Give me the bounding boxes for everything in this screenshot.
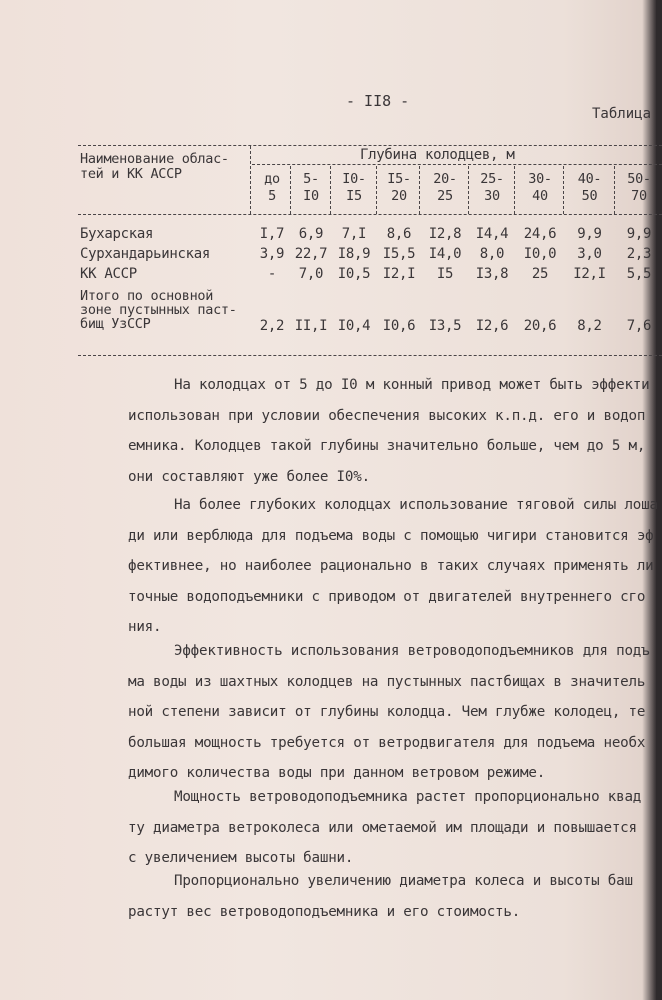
text-line: Пропорционально увеличению диаметра колеса и высоты баш xyxy=(174,873,633,889)
table-cell: 8,6 xyxy=(386,226,412,242)
table-cell: I4,0 xyxy=(428,246,462,262)
table-cell: I3,5 xyxy=(428,318,462,334)
table-cell: 9,9 xyxy=(577,226,602,242)
table-cell: I4,4 xyxy=(475,226,509,242)
depth-column-header: 70 xyxy=(631,188,647,204)
row-name: Итого по основной xyxy=(80,288,214,304)
table-top-rule xyxy=(78,145,662,146)
depth-column-header: 50- xyxy=(627,171,651,187)
table-label: Таблица xyxy=(592,106,652,122)
table-cell: 8,2 xyxy=(577,318,602,334)
text-line: димого количества воды при данном ветровом режиме. xyxy=(128,765,546,781)
name-header-line-2: тей и КК АССР xyxy=(80,166,182,182)
table-cell: I5 xyxy=(436,266,454,282)
depth-column-header: 25- xyxy=(480,171,504,187)
text-line: емника. Колодцев такой глубины значительно больше, чем до 5 м, xyxy=(128,438,646,454)
row-name: зоне пустынных паст- xyxy=(80,302,237,318)
table-cell: - xyxy=(267,266,277,282)
row-name: Бухарская xyxy=(80,226,154,242)
text-line: с увеличением высоты башни. xyxy=(128,850,354,866)
table-cell: 2,3 xyxy=(626,246,652,262)
table-cell: 25 xyxy=(531,266,549,282)
text-line: ди или верблюда для подъема воды с помощью чигири становится эф xyxy=(128,527,654,544)
depth-column-separator xyxy=(290,166,291,214)
depth-column-header: 40 xyxy=(532,188,548,204)
table-cell: I,7 xyxy=(259,226,285,242)
depth-column-header: 50 xyxy=(581,188,598,204)
table-bottom-rule xyxy=(78,355,662,356)
text-line: использован при условии обеспечения высоких к.п.д. его и водоп xyxy=(128,407,646,424)
table-cell: I2,6 xyxy=(475,318,509,334)
text-line: ма воды из шахтных колодцев на пустынных пастбищах в значитель xyxy=(128,673,646,690)
depth-column-header: I0- xyxy=(342,171,366,187)
paragraph xyxy=(128,370,662,492)
table-cell: I0,4 xyxy=(337,318,371,334)
depth-column-header: 30- xyxy=(528,171,552,187)
table-cell: I8,9 xyxy=(337,246,371,262)
paragraph xyxy=(128,866,662,927)
depth-column-separator xyxy=(330,166,331,214)
depth-column-separator xyxy=(614,166,615,214)
table-cell: 8,0 xyxy=(479,246,505,262)
row-name: КК АССР xyxy=(80,266,137,282)
table-cell: 6,9 xyxy=(298,226,324,242)
text-line: большая мощность требуется от ветродвигателя для подъема необх xyxy=(128,734,646,751)
text-line: фективнее, но наиболее рационально в таких случаях применять ли xyxy=(128,558,654,574)
text-line: Эффективность использования ветроводоподъемников для подъ xyxy=(174,643,650,659)
text-line: ной степени зависит от глубины колодца. Чем глубже колодец, те xyxy=(128,704,646,720)
depth-column-header: I0 xyxy=(303,188,319,204)
text-line: они составляют уже более I0%. xyxy=(128,468,370,485)
paragraph xyxy=(128,490,662,643)
table-cell: 9,9 xyxy=(626,226,652,242)
table-cell: I0,6 xyxy=(382,318,416,334)
depth-column-header: 40- xyxy=(577,171,602,187)
name-header-line-1: Наименование облас- xyxy=(80,151,229,167)
text-line: точные водоподъемники с приводом от двигателей внутреннего сго xyxy=(128,588,646,605)
table-cell: 3,0 xyxy=(577,246,602,262)
table-cell: 24,6 xyxy=(523,226,557,242)
text-line: Мощность ветроводоподъемника растет пропорционально квад xyxy=(174,789,642,805)
page-number: - II8 - xyxy=(346,92,410,110)
depth-column-header: до xyxy=(264,171,280,187)
table-cell: 2,2 xyxy=(259,318,285,334)
table-cell: I2,I xyxy=(382,266,416,282)
depth-column-separator xyxy=(563,166,564,214)
depth-column-header: 30 xyxy=(484,188,500,204)
depth-column-header: I5- xyxy=(387,171,411,187)
depth-subheader-rule xyxy=(252,164,662,165)
text-line: ту диаметра ветроколеса или ометаемой им площади и повышается xyxy=(128,819,637,836)
table-cell: I2,I xyxy=(573,266,606,282)
table-cell: 20,6 xyxy=(523,318,557,334)
table-cell: 3,9 xyxy=(259,246,285,262)
depth-column-header: 5- xyxy=(303,171,319,187)
depth-column-separator xyxy=(514,166,515,214)
text-line: ния. xyxy=(128,619,162,635)
table-cell: I0,0 xyxy=(523,246,557,262)
paragraph xyxy=(128,782,662,874)
table-cell: I5,5 xyxy=(382,246,416,262)
depth-column-separator xyxy=(376,166,377,214)
paragraph xyxy=(128,636,662,789)
table-cell: 7,I xyxy=(341,226,367,242)
table-cell: 7,0 xyxy=(298,266,324,282)
row-name: Сурхандарьинская xyxy=(80,246,211,262)
text-line: На более глубоких колодцах использование тяговой силы лоша xyxy=(174,497,658,513)
table-cell: I0,5 xyxy=(337,266,371,282)
depth-column-header: 20- xyxy=(433,171,457,187)
depth-column-header: 25 xyxy=(437,188,453,204)
table-header-rule xyxy=(78,214,662,215)
depth-column-separator xyxy=(468,166,469,214)
table-cell: II,I xyxy=(294,318,328,334)
table-cell: 5,5 xyxy=(626,266,652,282)
depth-column-header: 20 xyxy=(391,188,407,204)
text-line: На колодцах от 5 до I0 м конный привод может быть эффекти xyxy=(174,377,650,393)
depth-column-separator xyxy=(419,166,420,214)
text-line: растут вес ветроводоподъемника и его стоимость. xyxy=(128,903,521,920)
row-name: бищ УзССР xyxy=(80,316,151,332)
depth-header: Глубина колодцев, м xyxy=(360,147,515,163)
name-column-separator xyxy=(250,146,251,214)
table-cell: I2,8 xyxy=(428,226,462,242)
depth-column-header: 5 xyxy=(268,188,276,204)
table-cell: I3,8 xyxy=(475,266,509,282)
table-cell: 7,6 xyxy=(626,318,652,334)
depth-column-header: I5 xyxy=(346,188,362,204)
table-cell: 22,7 xyxy=(294,246,328,262)
